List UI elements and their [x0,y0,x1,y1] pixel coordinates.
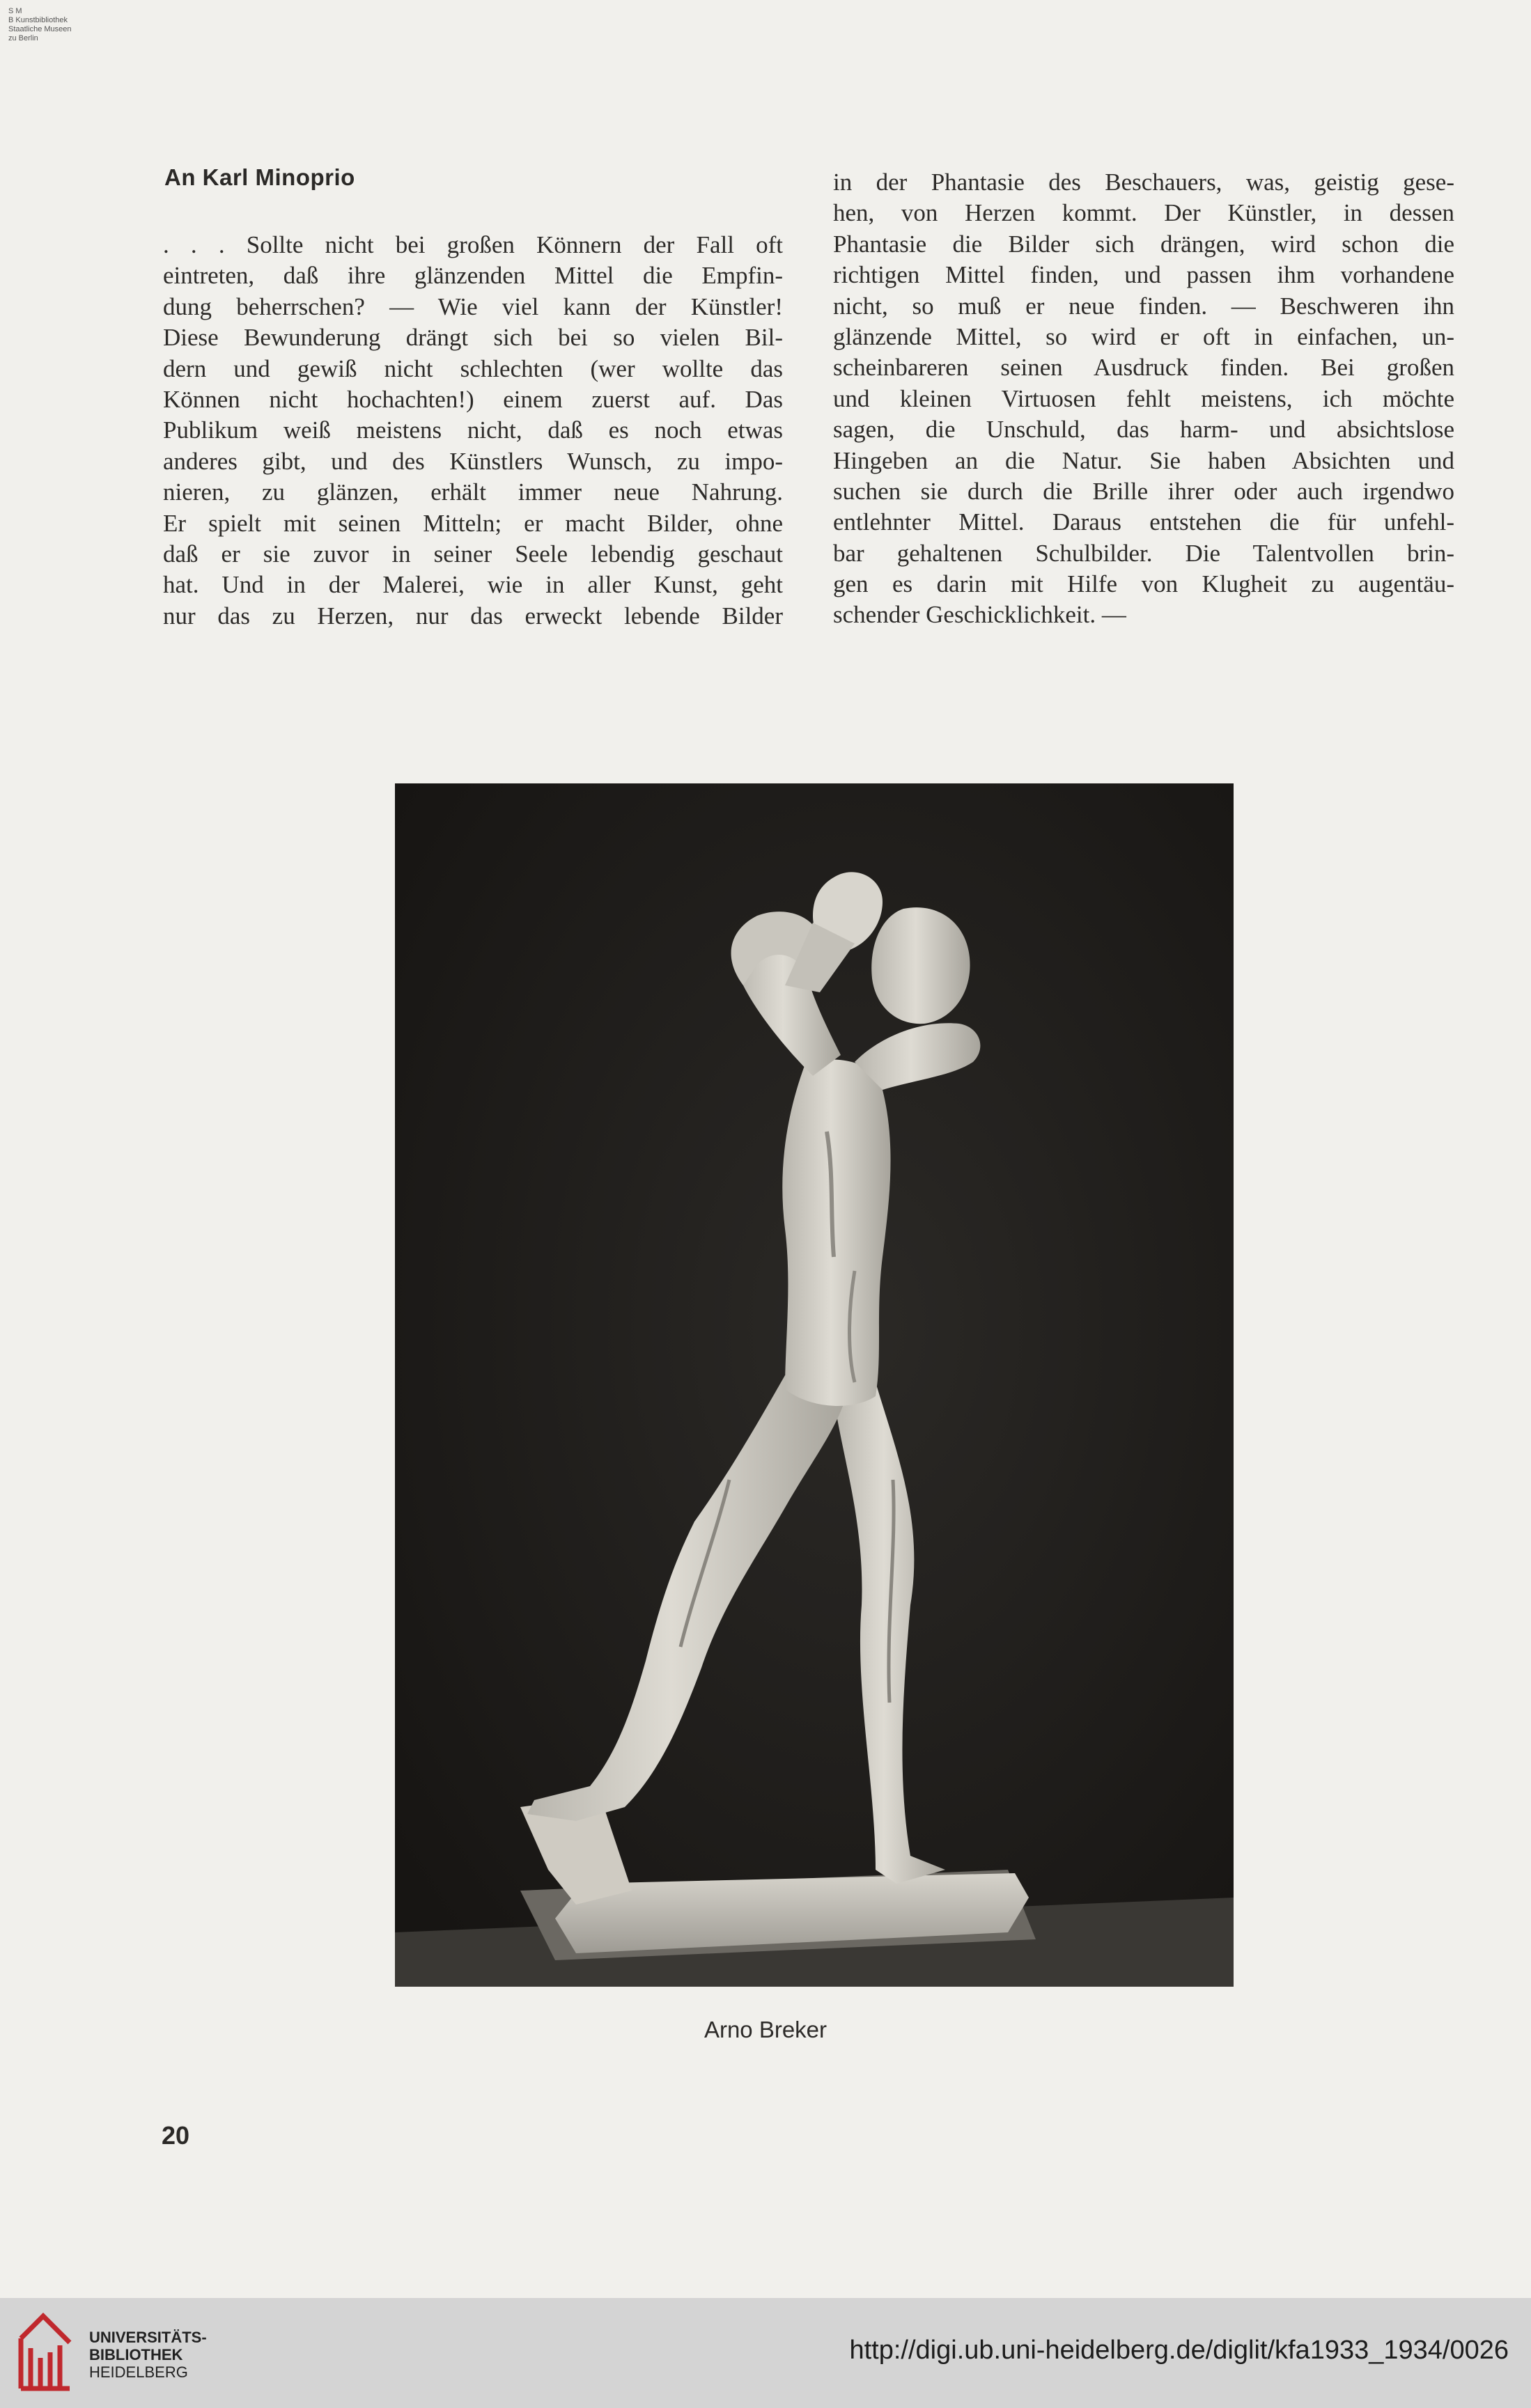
university-library-logo-icon [15,2311,75,2393]
text-line: anderes gibt, und des Künstlers Wunsch, zu impo- [163,447,783,475]
text-line: Hingeben an die Natur. Sie haben Absichten und [833,446,1454,474]
text-line: daß er sie zuvor in seiner Seele lebendig geschaut [163,540,783,568]
text-line: nieren, zu glänzen, erhält immer neue Nahrung. [163,478,783,506]
text-line: Können nicht hochachten!) einem zuerst auf. Das [163,385,783,413]
text-line: gen es darin mit Hilfe von Klugheit zu augentäu- [833,570,1454,598]
library-name-line: HEIDELBERG [89,2363,188,2381]
text-line: glänzende Mittel, so wird er oft in einfachen, un- [833,322,1454,350]
text-line: nicht, so muß er neue finden. — Beschweren ihn [833,292,1454,320]
right-text-column [833,167,1454,631]
text-line: Phantasie die Bilder sich drängen, wird schon die [833,230,1454,258]
stamp-line: B Kunstbibliothek [8,16,68,24]
stamp-line: S M [8,7,22,15]
left-text-column [163,230,783,632]
text-line: schender Geschicklichkeit. — [833,601,1126,629]
text-line: hat. Und in der Malerei, wie in aller Kunst, geht [163,571,783,599]
text-line: Diese Bewunderung drängt sich bei so vielen Bil- [163,324,783,352]
text-line: und kleinen Virtuosen fehlt meistens, ich möchte [833,384,1454,412]
text-line: sagen, die Unschuld, das harm- und absichtslose [833,416,1454,444]
text-line: Publikum weiß meistens nicht, daß es noch etwas [163,416,783,444]
source-url-link[interactable]: http://digi.ub.uni-heidelberg.de/diglit/kfa1933_1934/0026 [849,2336,1509,2365]
text-line: nur das zu Herzen, nur das erweckt lebende Bilder [163,602,783,630]
text-line: scheinbareren seinen Ausdruck finden. Bei großen [833,354,1454,382]
page-number: 20 [162,2121,190,2150]
library-name-line: UNIVERSITÄTS- [89,2329,207,2346]
digitization-footer [0,2298,1531,2408]
text-line: dern und gewiß nicht schlechten (wer wollte das [163,354,783,382]
text-line: . . . Sollte nicht bei großen Könnern der Fall oft [163,231,783,258]
article-heading: An Karl Minoprio [164,164,355,190]
text-line: entlehnter Mittel. Daraus entstehen die für unfehl- [833,508,1454,536]
library-stamp [8,7,72,43]
sculpture-image [395,783,1234,1987]
stamp-line: Staatliche Museen [8,25,72,33]
text-line: richtigen Mittel finden, und passen ihm vorhandene [833,261,1454,289]
text-line: suchen sie durch die Brille ihrer oder auch irgendwo [833,477,1454,505]
text-line: in der Phantasie des Beschauers, was, geistig gese- [833,169,1454,196]
text-line: eintreten, daß ihre glänzenden Mittel die Empfin- [163,262,783,290]
text-line: dung beherrschen? — Wie viel kann der Künstler! [163,292,783,320]
text-line: hen, von Herzen kommt. Der Künstler, in dessen [833,199,1454,227]
stamp-line: zu Berlin [8,34,38,42]
library-name [89,2329,207,2381]
library-name-line: BIBLIOTHEK [89,2346,183,2363]
figure-caption: Arno Breker [704,2017,827,2042]
sculpture-photograph [395,783,1234,1987]
text-line: bar gehaltenen Schulbilder. Die Talentvollen brin- [833,539,1454,567]
text-line: Er spielt mit seinen Mitteln; er macht Bilder, ohne [163,509,783,537]
